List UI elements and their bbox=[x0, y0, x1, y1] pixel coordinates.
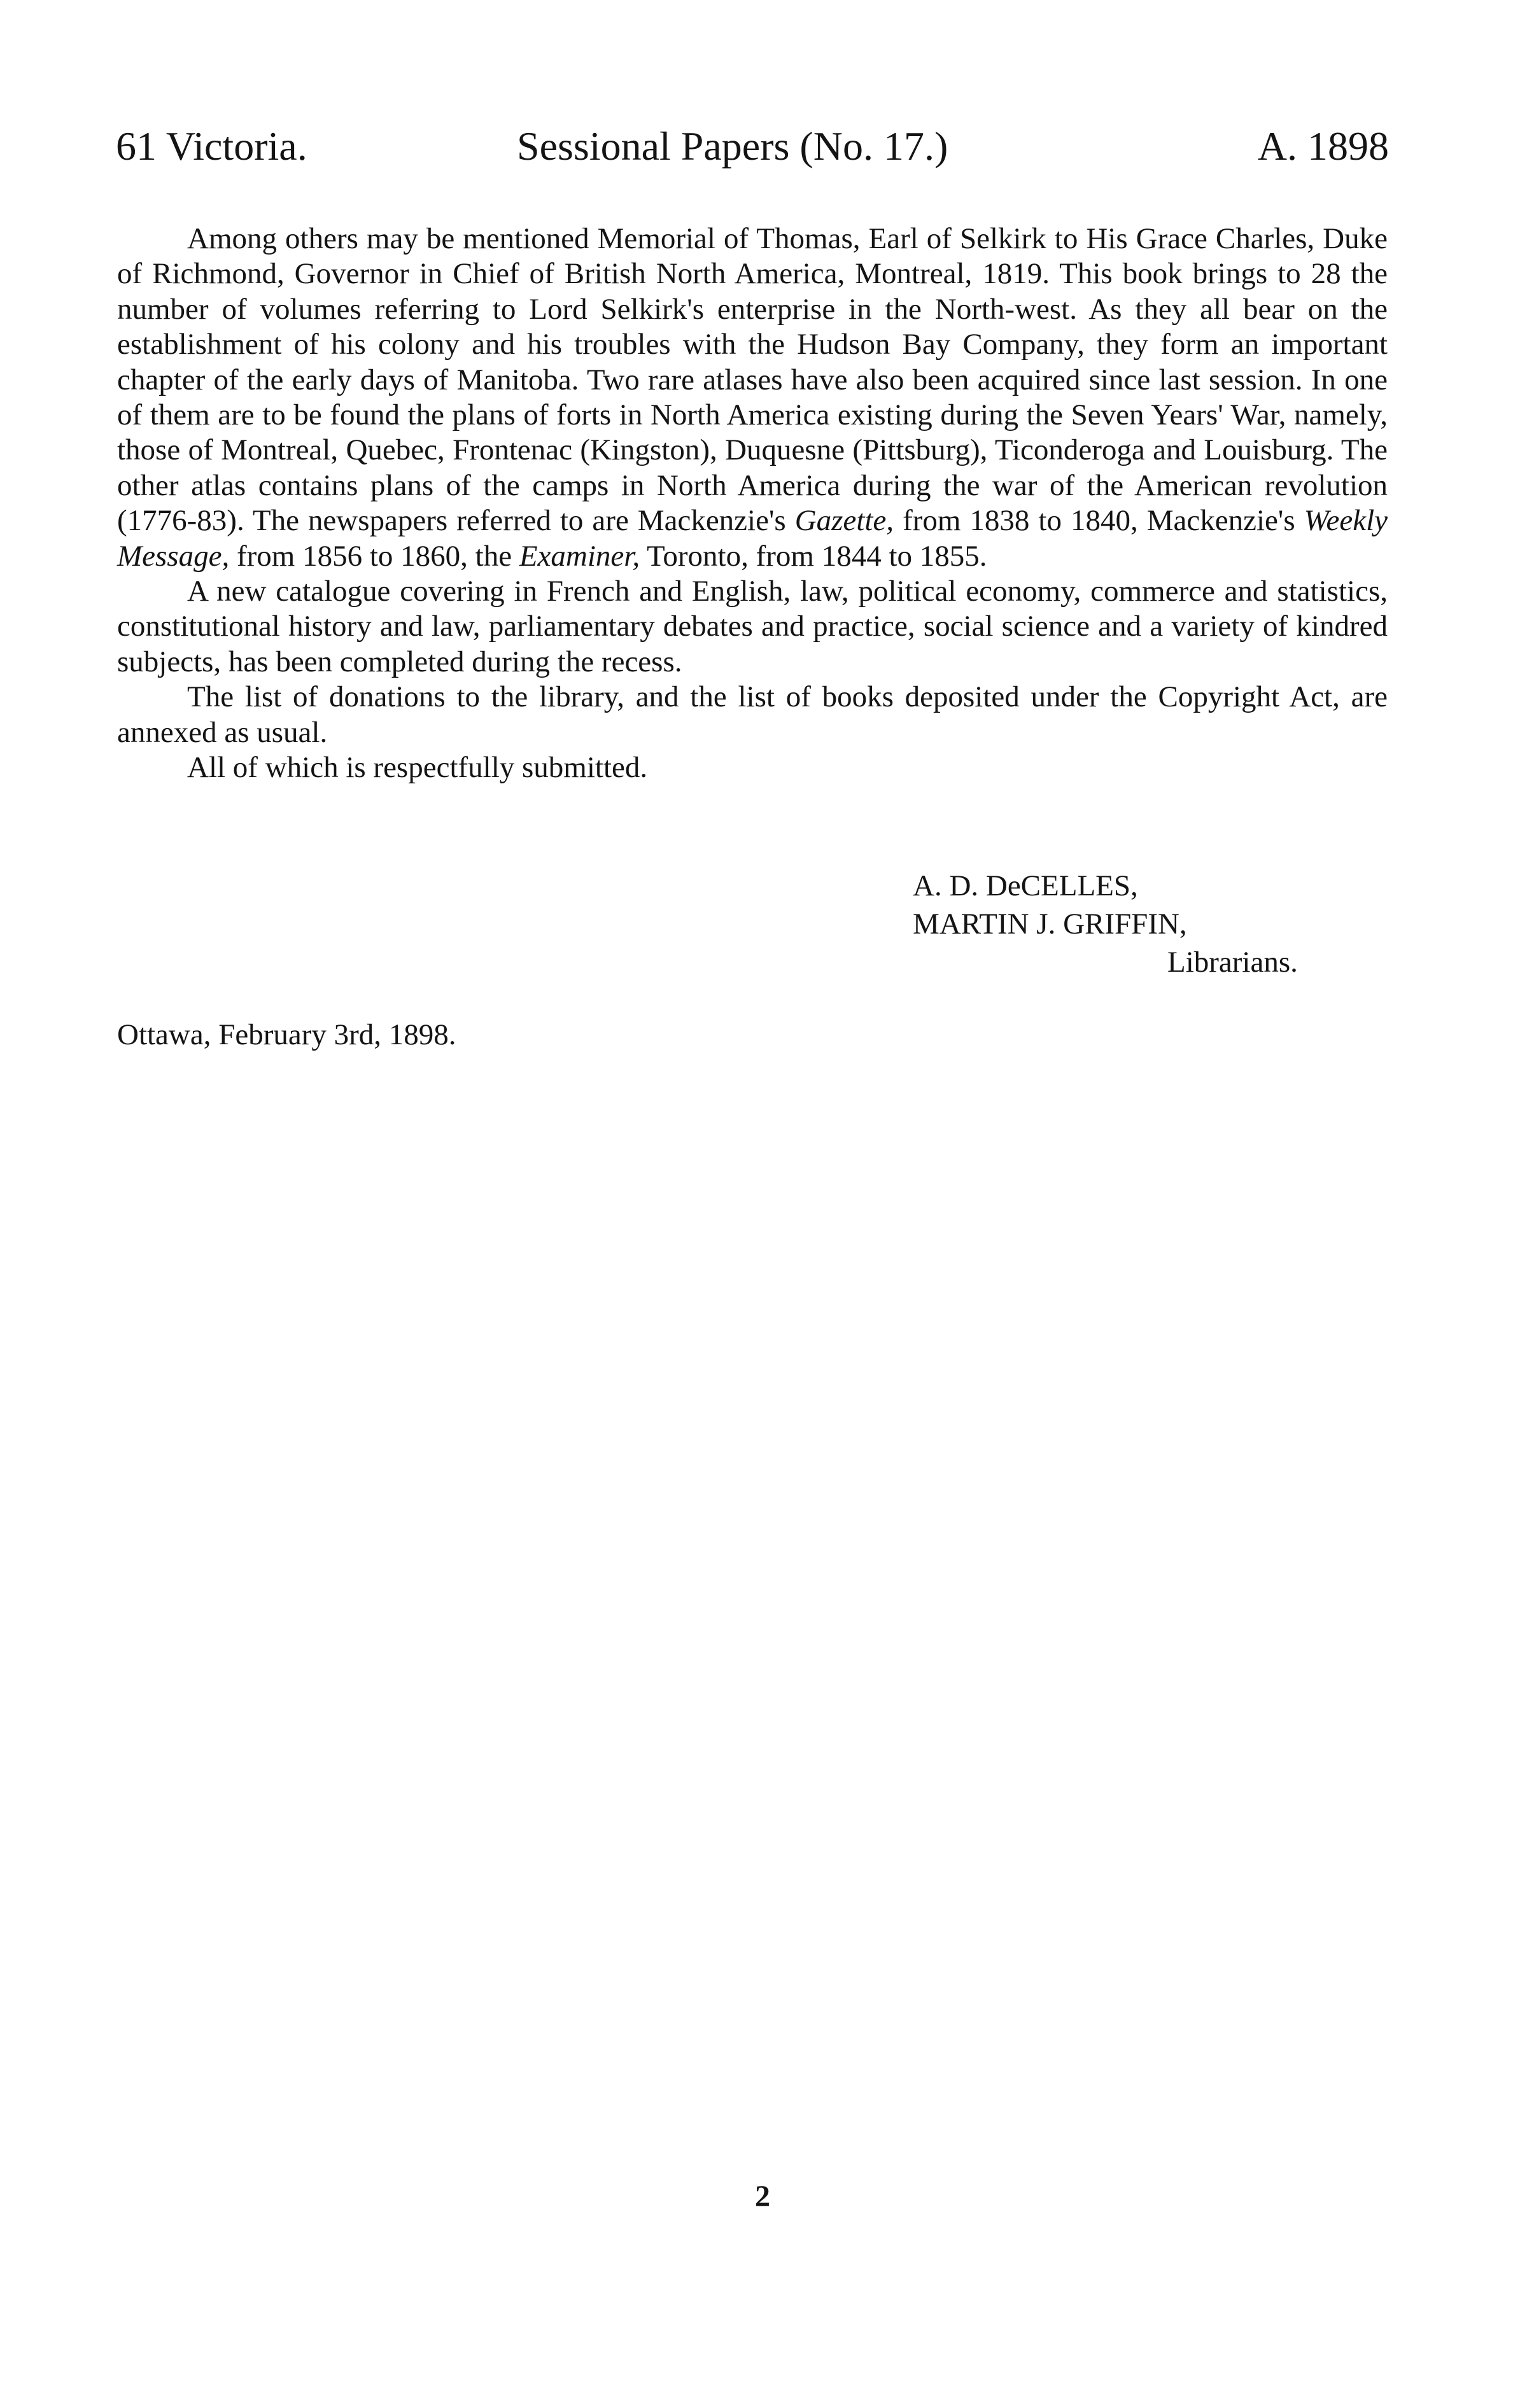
text-run-italic: Examiner, bbox=[519, 539, 640, 573]
page-number: 2 bbox=[755, 2180, 770, 2213]
text-run: All of which is respectfully submitted. bbox=[187, 751, 648, 785]
text-run: Toronto, from 1844 to 1855. bbox=[640, 539, 987, 573]
paragraph-1 bbox=[117, 221, 1388, 574]
header-series: Sessional Papers (No. 17.) bbox=[517, 123, 948, 169]
text-run-italic: Gazette, bbox=[794, 504, 894, 538]
signatory-name: MARTIN J. GRIFFIN, bbox=[913, 907, 1187, 941]
header-year: A. 1898 bbox=[1257, 123, 1389, 169]
text-run: The list of donations to the library, and the list of books deposited under the Copyright Act, are annexed as usual. bbox=[117, 680, 1388, 749]
date-line: Ottawa, February 3rd, 1898. bbox=[117, 1018, 456, 1051]
paragraph-2 bbox=[117, 574, 1388, 680]
text-run: Among others may be mentioned Memorial of Thomas, Earl of Selkirk to His Grace Charles, Duke of Richmond, Governor in Chief of British North America, Montreal, 1819. This book brings to 28 the number of volumes referring to Lord Selkirk's enterprise in the North-west. As they all bear on the establishment of his colony and his troubles with the Hudson Bay Company, they form an important chapter of the early days of Manitoba. Two rare atlases have also been acquired since last session. In one of them are to be found the plans of forts in North America existing during the Seven Years' War, namely, those of Montreal, Quebec, Frontenac (Kingston), Duquesne (Pittsburg), Ticonderoga and Louisburg. The other atlas contains plans of the camps in North America during the war of the American revolution (1776-83). The newspapers referred to are Mackenzie's bbox=[117, 222, 1388, 538]
text-run: A new catalogue covering in French and English, law, political economy, commerce and statistics, constitutional history and law, parliamentary debates and practice, social science and a variety of kindred subjects, has been completed during the recess. bbox=[117, 575, 1388, 678]
running-header bbox=[116, 121, 1389, 172]
signatory-name: A. D. DeCELLES, bbox=[913, 869, 1138, 902]
signatory-role: Librarians. bbox=[1167, 946, 1298, 979]
paragraph-3 bbox=[117, 680, 1388, 750]
report-body bbox=[117, 221, 1388, 786]
signature-block bbox=[913, 867, 1397, 981]
text-run: from 1838 to 1840, Mackenzie's bbox=[894, 504, 1304, 538]
text-run: from 1856 to 1860, the bbox=[229, 539, 519, 573]
paragraph-4 bbox=[117, 750, 1388, 785]
text-run-italic: Weekly Message, bbox=[117, 504, 1388, 573]
header-volume: 61 Victoria. bbox=[116, 123, 307, 169]
